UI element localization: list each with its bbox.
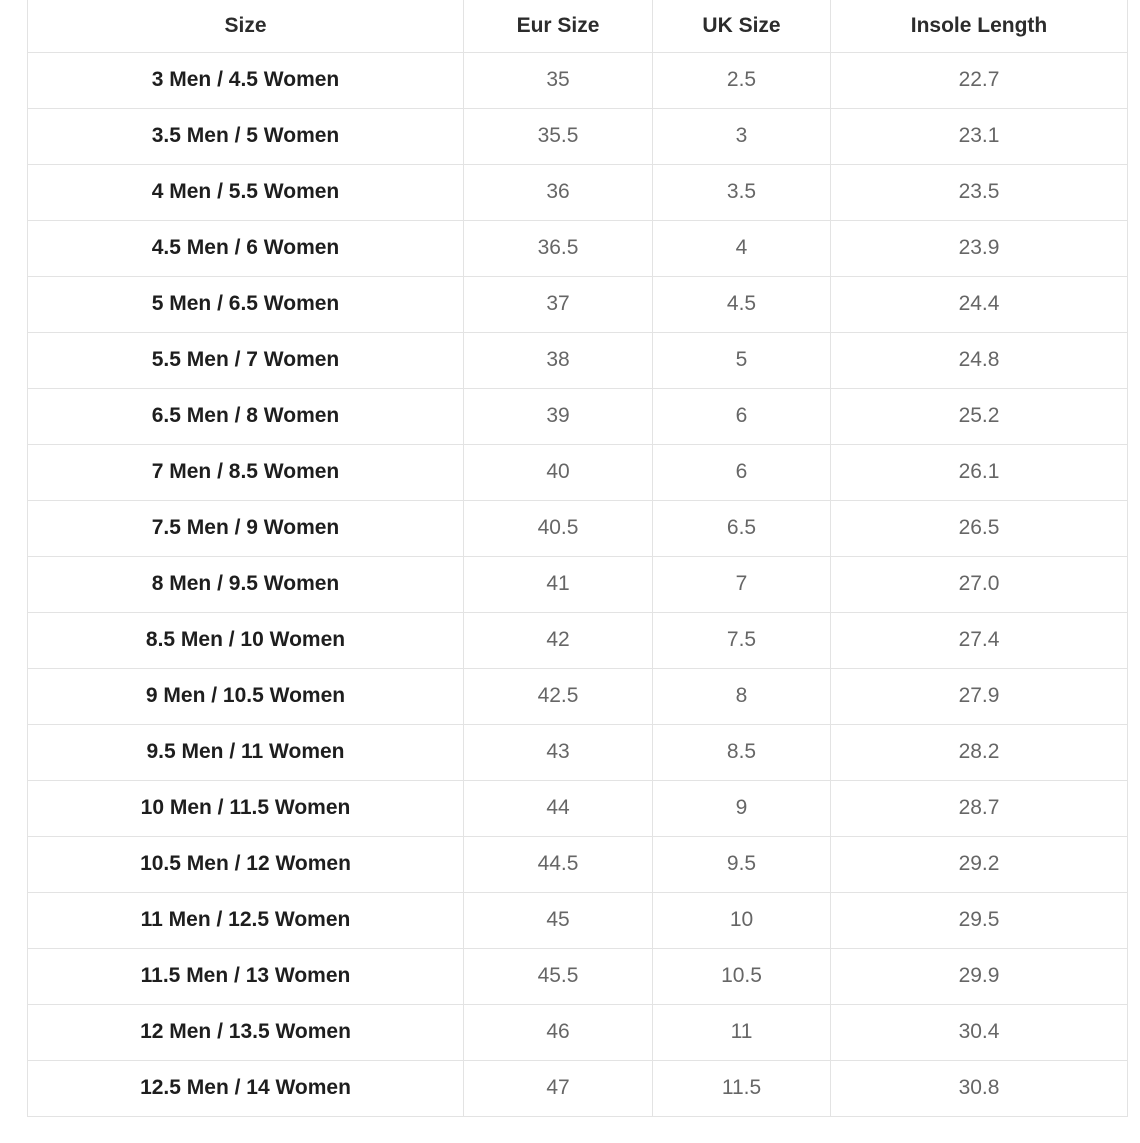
eur-size-cell: 47 (464, 1060, 653, 1116)
table-header-row (28, 0, 1128, 52)
uk-size-cell: 2.5 (653, 52, 831, 108)
size-cell: 3.5 Men / 5 Women (28, 108, 464, 164)
size-cell: 12 Men / 13.5 Women (28, 1004, 464, 1060)
eur-size-cell: 45.5 (464, 948, 653, 1004)
table-row (28, 612, 1128, 668)
table-row (28, 444, 1128, 500)
uk-size-cell: 3.5 (653, 164, 831, 220)
table-row (28, 220, 1128, 276)
size-cell: 3 Men / 4.5 Women (28, 52, 464, 108)
size-cell: 6.5 Men / 8 Women (28, 388, 464, 444)
table-row (28, 388, 1128, 444)
insole-length-cell: 29.9 (831, 948, 1128, 1004)
uk-size-cell: 3 (653, 108, 831, 164)
size-cell: 10 Men / 11.5 Women (28, 780, 464, 836)
table-row (28, 276, 1128, 332)
size-cell: 8 Men / 9.5 Women (28, 556, 464, 612)
uk-size-cell: 11 (653, 1004, 831, 1060)
insole-length-cell: 27.9 (831, 668, 1128, 724)
insole-length-cell: 24.4 (831, 276, 1128, 332)
size-cell: 5.5 Men / 7 Women (28, 332, 464, 388)
insole-length-cell: 29.2 (831, 836, 1128, 892)
table-row (28, 668, 1128, 724)
size-chart (27, 0, 1127, 1117)
table-row (28, 780, 1128, 836)
size-cell: 5 Men / 6.5 Women (28, 276, 464, 332)
insole-length-cell: 23.9 (831, 220, 1128, 276)
table-body (28, 52, 1128, 1116)
eur-size-cell: 44 (464, 780, 653, 836)
uk-size-cell: 6 (653, 444, 831, 500)
eur-size-cell: 46 (464, 1004, 653, 1060)
table-row (28, 948, 1128, 1004)
size-cell: 4.5 Men / 6 Women (28, 220, 464, 276)
size-cell: 11.5 Men / 13 Women (28, 948, 464, 1004)
table-row (28, 556, 1128, 612)
insole-length-cell: 30.8 (831, 1060, 1128, 1116)
insole-length-cell: 22.7 (831, 52, 1128, 108)
eur-size-cell: 37 (464, 276, 653, 332)
header-insole-length: Insole Length (831, 0, 1128, 52)
size-chart-table (27, 0, 1128, 1117)
insole-length-cell: 23.5 (831, 164, 1128, 220)
size-cell: 10.5 Men / 12 Women (28, 836, 464, 892)
table-row (28, 1060, 1128, 1116)
uk-size-cell: 4.5 (653, 276, 831, 332)
size-cell: 9.5 Men / 11 Women (28, 724, 464, 780)
uk-size-cell: 10.5 (653, 948, 831, 1004)
table-row (28, 892, 1128, 948)
uk-size-cell: 7 (653, 556, 831, 612)
uk-size-cell: 5 (653, 332, 831, 388)
insole-length-cell: 25.2 (831, 388, 1128, 444)
insole-length-cell: 29.5 (831, 892, 1128, 948)
eur-size-cell: 40 (464, 444, 653, 500)
header-size: Size (28, 0, 464, 52)
table-row (28, 836, 1128, 892)
uk-size-cell: 6 (653, 388, 831, 444)
size-cell: 9 Men / 10.5 Women (28, 668, 464, 724)
uk-size-cell: 11.5 (653, 1060, 831, 1116)
insole-length-cell: 28.2 (831, 724, 1128, 780)
table-row (28, 108, 1128, 164)
eur-size-cell: 35 (464, 52, 653, 108)
size-cell: 8.5 Men / 10 Women (28, 612, 464, 668)
size-cell: 11 Men / 12.5 Women (28, 892, 464, 948)
insole-length-cell: 27.0 (831, 556, 1128, 612)
insole-length-cell: 26.1 (831, 444, 1128, 500)
size-cell: 7.5 Men / 9 Women (28, 500, 464, 556)
size-cell: 4 Men / 5.5 Women (28, 164, 464, 220)
eur-size-cell: 41 (464, 556, 653, 612)
uk-size-cell: 8 (653, 668, 831, 724)
uk-size-cell: 7.5 (653, 612, 831, 668)
table-row (28, 164, 1128, 220)
uk-size-cell: 10 (653, 892, 831, 948)
uk-size-cell: 9 (653, 780, 831, 836)
insole-length-cell: 27.4 (831, 612, 1128, 668)
uk-size-cell: 9.5 (653, 836, 831, 892)
eur-size-cell: 40.5 (464, 500, 653, 556)
table-row (28, 52, 1128, 108)
eur-size-cell: 38 (464, 332, 653, 388)
table-row (28, 724, 1128, 780)
eur-size-cell: 36.5 (464, 220, 653, 276)
eur-size-cell: 39 (464, 388, 653, 444)
uk-size-cell: 6.5 (653, 500, 831, 556)
header-eur-size: Eur Size (464, 0, 653, 52)
eur-size-cell: 36 (464, 164, 653, 220)
eur-size-cell: 45 (464, 892, 653, 948)
header-uk-size: UK Size (653, 0, 831, 52)
eur-size-cell: 42 (464, 612, 653, 668)
uk-size-cell: 8.5 (653, 724, 831, 780)
eur-size-cell: 42.5 (464, 668, 653, 724)
insole-length-cell: 24.8 (831, 332, 1128, 388)
size-cell: 12.5 Men / 14 Women (28, 1060, 464, 1116)
table-row (28, 500, 1128, 556)
eur-size-cell: 43 (464, 724, 653, 780)
insole-length-cell: 30.4 (831, 1004, 1128, 1060)
insole-length-cell: 26.5 (831, 500, 1128, 556)
eur-size-cell: 35.5 (464, 108, 653, 164)
insole-length-cell: 23.1 (831, 108, 1128, 164)
table-row (28, 332, 1128, 388)
table-row (28, 1004, 1128, 1060)
uk-size-cell: 4 (653, 220, 831, 276)
eur-size-cell: 44.5 (464, 836, 653, 892)
insole-length-cell: 28.7 (831, 780, 1128, 836)
size-cell: 7 Men / 8.5 Women (28, 444, 464, 500)
